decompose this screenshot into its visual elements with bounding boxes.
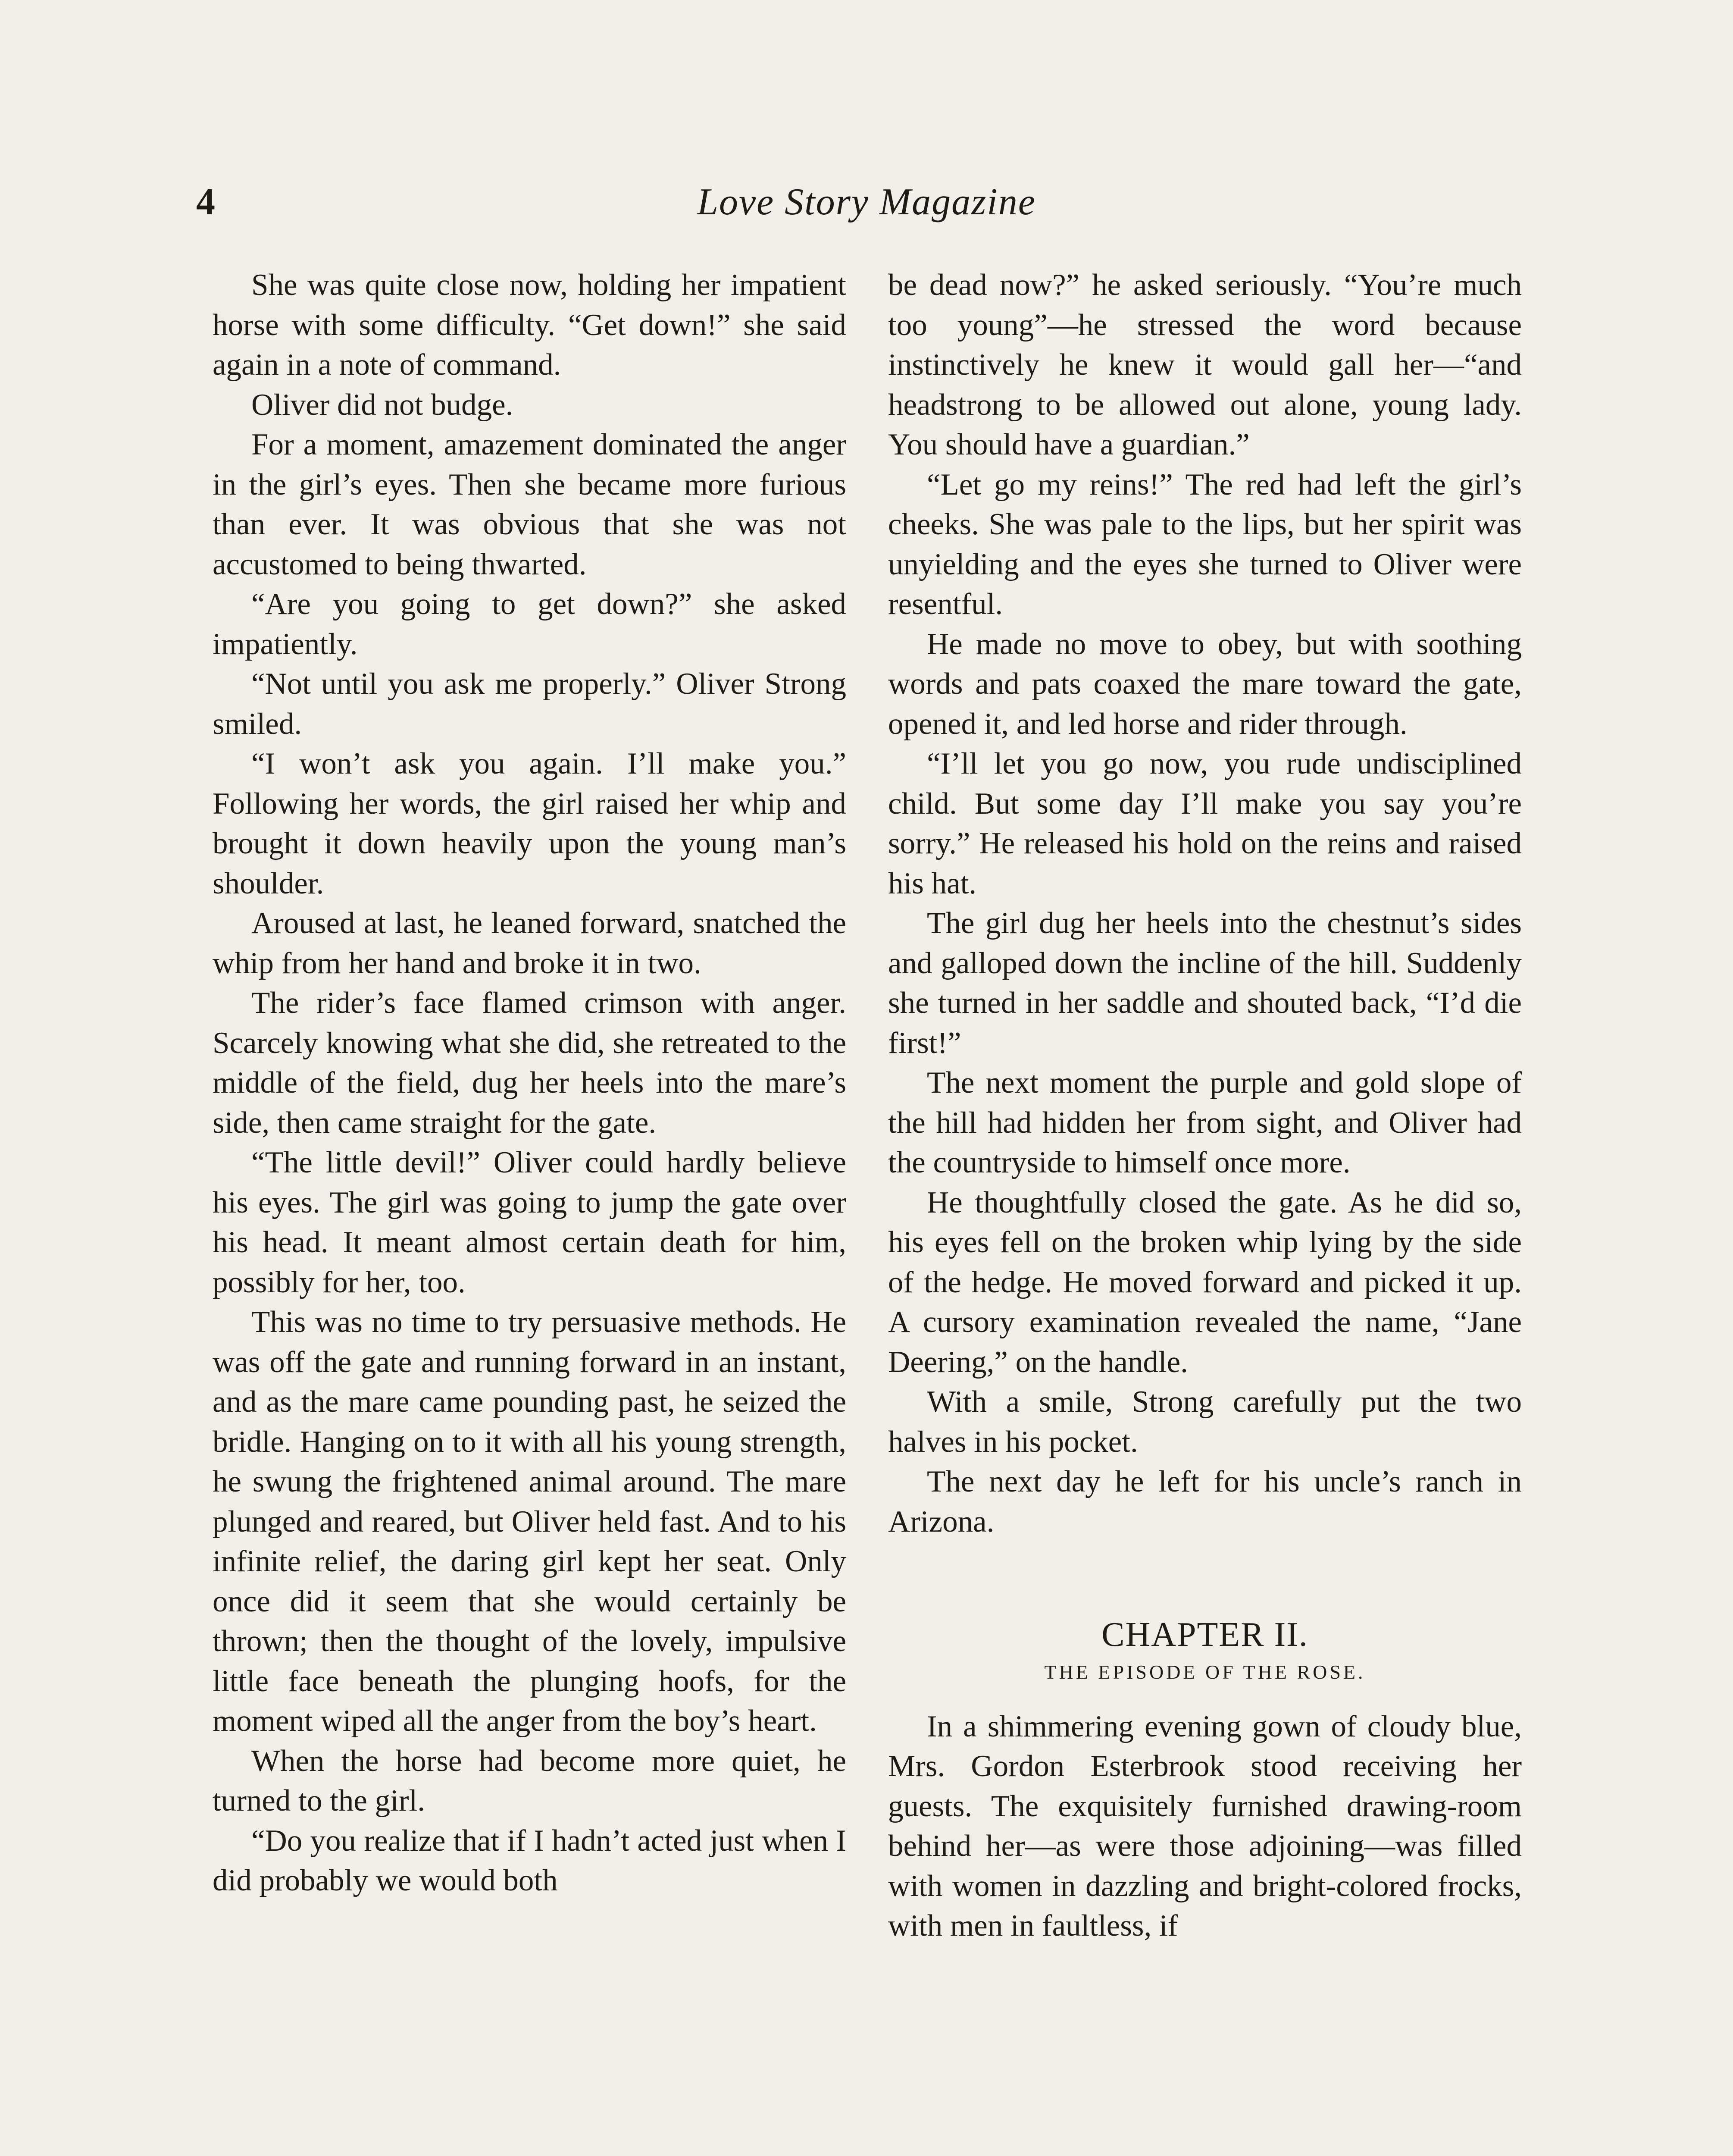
paragraph: With a smile, Strong carefully put the two halves in his pocket. <box>888 1385 1522 1459</box>
paragraph: “I’ll let you go now, you rude undisciplined child. But some day I’ll make you say you’re sorry.” He released his hold on the reins and raised his hat. <box>888 747 1522 900</box>
paragraph: He made no move to obey, but with soothing words and pats coaxed the mare toward the gate, opened it, and led horse and rider through. <box>888 627 1522 741</box>
paragraph: The next moment the purple and gold slope of the hill had hidden her from sight, and Oliver had the countryside to himself once more. <box>888 1066 1522 1179</box>
paragraph: “I won’t ask you again. I’ll make you.” Following her words, the girl raised her whip and brought it down heavily upon the young man’s shoulder. <box>213 747 846 900</box>
paragraph: She was quite close now, holding her impatient horse with some difficulty. “Get down!” she said again in a note of command. <box>213 268 846 382</box>
chapter-title: CHAPTER II. <box>1101 1616 1308 1654</box>
paragraph: “Not until you ask me properly.” Oliver Strong smiled. <box>213 667 846 741</box>
paragraph: He thoughtfully closed the gate. As he did so, his eyes fell on the broken whip lying by the side of the hedge. He moved forward and picked it up. A cursory examination revealed the name, “Jane Deering,” on the handle. <box>888 1185 1522 1379</box>
running-head: Love Story Magazine <box>697 181 1036 223</box>
paragraph: Oliver did not budge. <box>251 388 513 422</box>
paragraph: “Do you realize that if I hadn’t acted just when I did probably we would both <box>213 1824 846 1897</box>
paragraph: “Are you going to get down?” she asked impatiently. <box>213 587 846 661</box>
right-column <box>888 265 1522 1946</box>
paragraph: For a moment, amazement dominated the anger in the girl’s eyes. Then she became more furious than ever. It was obvious that she was not accustomed to being thwarted. <box>213 428 846 581</box>
paragraph: Aroused at last, he leaned forward, snatched the whip from her hand and broke it in two. <box>213 906 846 980</box>
paragraph-continued: be dead now?” he asked seriously. “You’re much too young”—he stressed the word because instinctively he knew it would gall her—“and headstrong to be allowed out alone, young lady. You should have a guardian.” <box>888 268 1522 461</box>
paragraph: “Let go my reins!” The red had left the girl’s cheeks. She was pale to the lips, but her spirit was unyielding and the eyes she turned to Oliver were resentful. <box>888 467 1522 621</box>
paragraph: In a shimmering evening gown of cloudy blue, Mrs. Gordon Esterbrook stood receiving her guests. The exquisitely furnished drawing-room behind her—as were those adjoining—was filled with women in dazzling and bright-colored frocks, with men in faultless, if <box>888 1709 1522 1943</box>
paragraph: The next day he left for his uncle’s ranch in Arizona. <box>888 1465 1522 1539</box>
paragraph: The girl dug her heels into the chestnut’s sides and galloped down the incline of the hill. Suddenly she turned in her saddle and shouted back, “I’d die first!” <box>888 906 1522 1060</box>
paragraph: This was no time to try persuasive methods. He was off the gate and running forward in an instant, and as the mare came pounding past, he seized the bridle. Hanging on to it with all his young strength, he swung the frightened animal around. The mare plunged and reared, but Oliver held fast. And to his infinite relief, the daring girl kept her seat. Only once did it seem that she would certainly be thrown; then the thought of the lovely, impulsive little face beneath the plunging hoofs, for the moment wiped all the anger from the boy’s heart. <box>213 1305 846 1738</box>
paragraph: “The little devil!” Oliver could hardly believe his eyes. The girl was going to jump the gate over his head. It meant almost certain death for him, possibly for her, too. <box>213 1146 846 1299</box>
left-column <box>213 265 846 1901</box>
paragraph: The rider’s face flamed crimson with anger. Scarcely knowing what she did, she retreated to the middle of the field, dug her heels into the mare’s side, then came straight for the gate. <box>213 986 846 1140</box>
paragraph: When the horse had become more quiet, he turned to the girl. <box>213 1744 846 1818</box>
chapter-subtitle: THE EPISODE OF THE ROSE. <box>1044 1661 1366 1683</box>
page-number: 4 <box>196 181 215 223</box>
